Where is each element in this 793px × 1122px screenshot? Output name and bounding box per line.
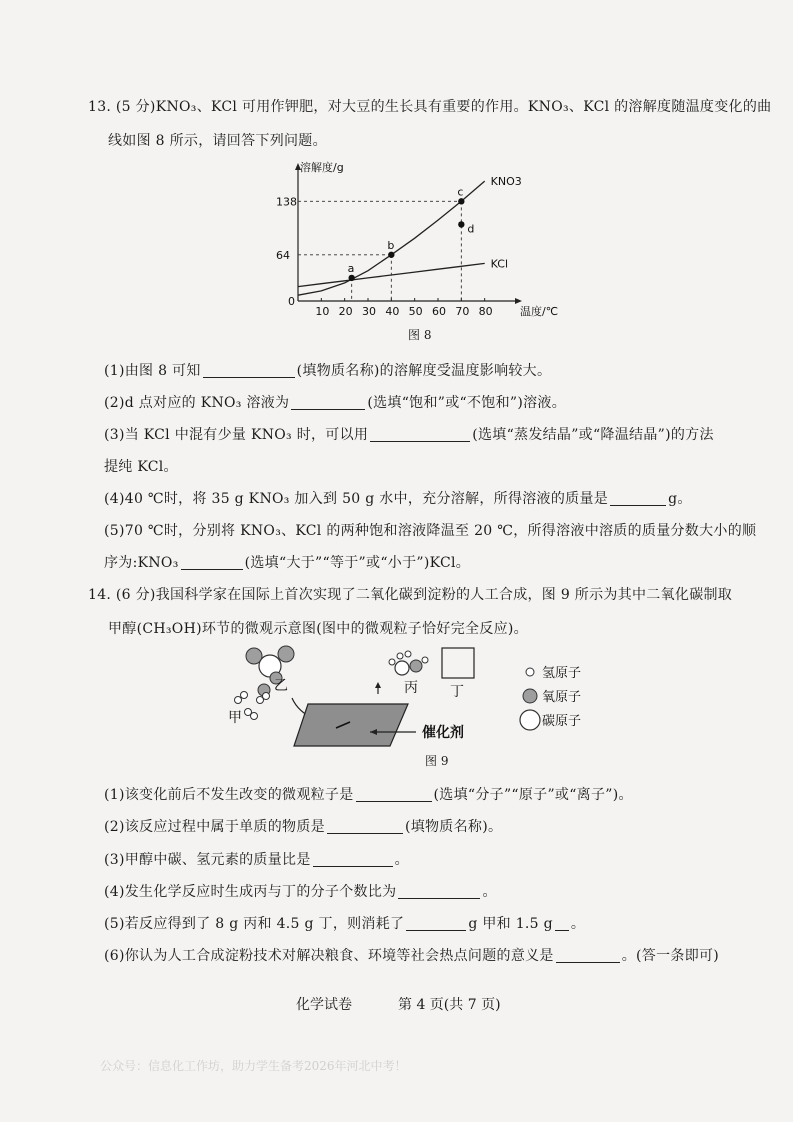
legend-oxygen-icon	[523, 689, 537, 703]
q14-part2-text-a: (2)该反应过程中属于单质的物质是	[104, 819, 325, 835]
q14-part4	[104, 881, 497, 901]
footer-page-number: 第 4 页(共 7 页)	[398, 997, 501, 1013]
bing-molecule-h-atom	[397, 653, 403, 659]
q13-part4-text-a: (4)40 ℃时，将 35 g KNO₃ 加入到 50 g 水中，充分溶解，所得溶液的质量是	[104, 491, 609, 507]
q14-part5-text-a: (5)若反应得到了 8 g 丙和 4.5 g 丁，则消耗了	[104, 916, 405, 932]
x-axis-label: 温度/℃	[520, 305, 559, 318]
label-ding: 丁	[450, 684, 464, 700]
q13-stem-line2: 线如图 8 所示，请回答下列问题。	[108, 133, 327, 149]
x-tick-label: 60	[432, 305, 446, 318]
q13-part3-continued: 提纯 KCl。	[104, 459, 178, 475]
q13-part2	[104, 392, 566, 412]
point-label-d: d	[467, 222, 475, 236]
q13-stem-line1: 13. (5 分)KNO₃、KCl 可用作钾肥，对大豆的生长具有重要的作用。KNO₃、KCl 的溶解度随温度变化的曲	[88, 99, 772, 115]
q14-part5-text-b: g 甲和 1.5 g	[468, 916, 553, 932]
x-tick-label: 80	[478, 305, 493, 318]
q14-part6-text-a: (6)你认为人工合成淀粉技术对解决粮食、环境等社会热点问题的意义是	[104, 948, 554, 964]
x-tick-label: 20	[338, 305, 353, 318]
label-catalyst: 催化剂	[422, 725, 464, 741]
q14-part5-text-c: 。	[570, 916, 586, 932]
legend-hydrogen-label: 氢原子	[542, 666, 582, 681]
x-axis-arrowhead	[515, 298, 522, 304]
label-bing: 丙	[404, 680, 418, 696]
x-tick-label: 10	[315, 305, 330, 318]
q14-part5-answer-blank-2[interactable]	[555, 916, 569, 931]
jia-molecule-h-atom	[263, 693, 270, 700]
q14-part5-answer-blank-1[interactable]	[406, 916, 466, 931]
q14-part4-text-a: (4)发生化学反应时生成丙与丁的分子个数比为	[104, 884, 397, 900]
label-yi: 乙	[274, 678, 288, 694]
point-d	[458, 221, 464, 227]
q13-part3-text-b: (选填“蒸发结晶”或“降温结晶”)的方法	[472, 427, 714, 443]
watermark: 公众号：信息化工作坊，助力学生备考2026年河北中考！	[100, 1059, 407, 1073]
legend-oxygen-label: 氧原子	[542, 690, 582, 705]
jia-molecule-h-atom	[241, 692, 248, 699]
q13-part5-answer-blank[interactable]	[181, 555, 243, 570]
ding-box	[442, 648, 474, 678]
jia-molecule-h-atom	[235, 697, 242, 704]
q13-part1-text-a: (1)由图 8 可知	[104, 363, 201, 379]
point-a	[348, 275, 354, 281]
figure-9-caption: 图 9	[425, 754, 449, 768]
q13-part5-continued	[104, 552, 470, 572]
q13-part3-answer-blank[interactable]	[370, 427, 470, 442]
reaction-diagram	[220, 640, 600, 750]
q13-part5: (5)70 ℃时，分别将 KNO₃、KCl 的两种饱和溶液降温至 20 ℃，所得溶液中溶质的质量分数大小的顺	[104, 523, 757, 539]
q14-part5	[104, 913, 585, 933]
label-jia: 甲	[228, 710, 242, 726]
y-tick-label: 64	[276, 248, 290, 262]
point-label-a: a	[347, 261, 355, 275]
point-c	[458, 198, 464, 204]
legend-carbon-label: 碳原子	[542, 714, 582, 729]
bing-molecule-c-atom	[395, 661, 409, 675]
q13-part4-text-b: g。	[668, 491, 692, 507]
x-tick-label: 50	[408, 305, 423, 318]
q14-part4-answer-blank[interactable]	[398, 884, 480, 899]
q14-part3	[104, 849, 409, 869]
q14-part1-text-a: (1)该变化前后不发生改变的微观粒子是	[104, 787, 354, 803]
point-label-b: b	[387, 238, 395, 252]
q14-part2	[104, 816, 502, 836]
y-tick-label: 138	[276, 195, 297, 209]
q14-part4-text-b: 。	[482, 884, 497, 900]
q14-part6-answer-blank[interactable]	[556, 948, 620, 963]
series-label-kcl: KCl	[490, 257, 509, 271]
solubility-chart	[270, 155, 559, 325]
q13-part1	[104, 360, 551, 380]
q13-part2-text-b: (选填“饱和”或“不饱和”)溶液。	[367, 395, 566, 411]
y-axis-label: 溶解度/g	[300, 161, 344, 174]
q14-part6-text-b: 。(答一条即可)	[621, 948, 720, 964]
bing-molecule-h-atom	[389, 659, 395, 665]
q14-part1-text-b: (选填“分子”“原子”或“离子”)。	[433, 787, 633, 803]
q13-part4	[104, 488, 692, 508]
q13-part1-answer-blank[interactable]	[203, 363, 295, 378]
figure-8-caption: 图 8	[408, 328, 432, 342]
legend-hydrogen-icon	[526, 668, 534, 676]
q14-part3-text-b: 。	[394, 852, 409, 868]
legend-carbon-icon	[520, 710, 540, 730]
q13-part1-text-b: (填物质名称)的溶解度受温度影响较大。	[296, 363, 552, 379]
catalyst-surface	[294, 704, 408, 746]
x-tick-label: 30	[362, 305, 376, 318]
origin-label: 0	[288, 295, 295, 308]
x-tick-label: 70	[455, 305, 470, 318]
q14-stem-line2: 甲醇(CH₃OH)环节的微观示意图(图中的微观粒子恰好完全反应)。	[108, 621, 528, 637]
point-b	[388, 252, 394, 258]
point-label-c: c	[457, 185, 464, 199]
q13-part3-text-a: (3)当 KCl 中混有少量 KNO₃ 时，可以用	[104, 427, 369, 443]
q14-part3-text-a: (3)甲醇中碳、氢元素的质量比是	[104, 852, 311, 868]
bing-molecule-h-atom	[422, 657, 428, 663]
q13-part5-text-b: 序为:KNO₃	[104, 555, 179, 571]
q14-part3-answer-blank[interactable]	[313, 852, 393, 867]
series-label-kno3: KNO3	[490, 175, 522, 189]
yi-molecule-o-atom	[278, 646, 294, 662]
product-arrowhead	[375, 682, 381, 688]
jia-molecule-h-atom	[251, 713, 258, 720]
q13-part2-text-a: (2)d 点对应的 KNO₃ 溶液为	[104, 395, 290, 411]
q13-part2-answer-blank[interactable]	[291, 395, 365, 410]
q14-part1-answer-blank[interactable]	[356, 787, 432, 802]
q13-part3	[104, 424, 714, 444]
bing-molecule-h-atom	[405, 651, 411, 657]
q14-part1	[104, 784, 633, 804]
footer-subject: 化学试卷	[296, 997, 352, 1013]
bing-molecule-o-atom	[410, 660, 422, 672]
x-tick-label: 40	[385, 305, 400, 318]
q13-part5-text-c: (选填“大于”“等于”或“小于”)KCl。	[244, 555, 471, 571]
q14-part6	[104, 945, 719, 965]
q14-part2-text-b: (填物质名称)。	[404, 819, 503, 835]
q13-part4-answer-blank[interactable]	[610, 491, 666, 506]
q14-stem-line1: 14. (6 分)我国科学家在国际上首次实现了二氧化碳到淀粉的人工合成，图 9 所示为其中二氧化碳制取	[88, 587, 733, 603]
q14-part2-answer-blank[interactable]	[327, 819, 403, 834]
